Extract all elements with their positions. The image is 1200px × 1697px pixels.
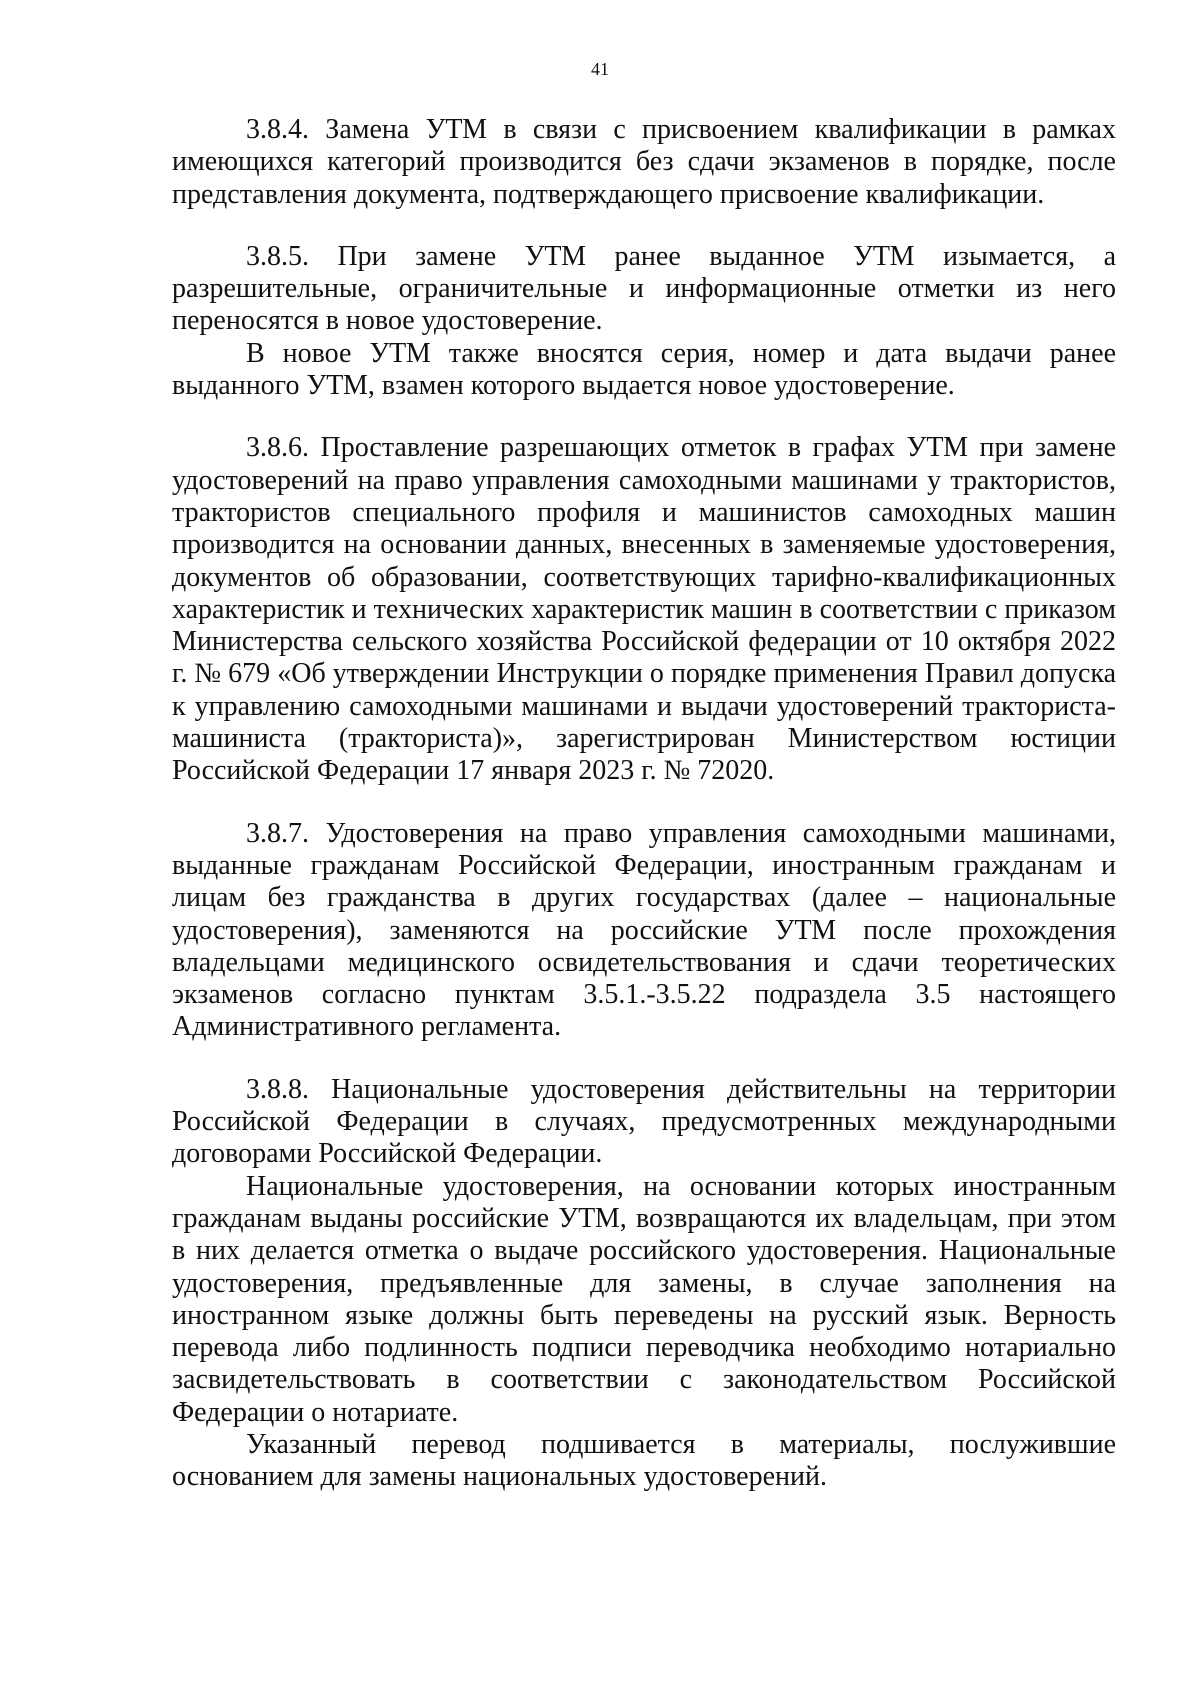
paragraph-3-8-8-continued: Национальные удостоверения, на основании которых иностранным гражданам выданы российские УТМ, возвращаются их владельцам, при этом в них делается отметка о выдаче российского удостоверения. Национальные удостоверения, предъявленные для замены, в случае заполнения на иностранном языке должны быть переведены на русский язык. Верность перевода либо подлинность подписи переводчика необходимо нотариально засвидетельствовать в соответствии с законодательством Российской Федерации о нотариате. [172,1170,1116,1428]
paragraph-3-8-4: 3.8.4. Замена УТМ в связи с присвоением квалификации в рамках имеющихся категорий производится без сдачи экзаменов в порядке, после представления документа, подтверждающего присвоение квалификации. [172,114,1116,210]
paragraph-3-8-7: 3.8.7. Удостоверения на право управления самоходными машинами, выданные гражданам Российской Федерации, иностранным гражданам и лицам без гражданства в других государствах (далее – национальные удостоверения), заменяются на российские УТМ после прохождения владельцами медицинского освидетельствования и сдачи теоретических экзаменов согласно пунктам 3.5.1.-3.5.22 подраздела 3.5 настоящего Административного регламента. [172,817,1116,1043]
paragraph-3-8-5: 3.8.5. При замене УТМ ранее выданное УТМ изымается, а разрешительные, ограничительные и информационные отметки из него переносятся в новое удостоверение. [172,240,1116,337]
paragraph-3-8-6: 3.8.6. Проставление разрешающих отметок в графах УТМ при замене удостоверений на право управления самоходными машинами у трактористов, трактористов специального профиля и машинистов самоходных машин производится на основании данных, внесенных в заменяемые удостоверения, документов об образовании, соответствующих тарифно-квалификационных характеристик и технических характеристик машин в соответствии с приказом Министерства сельского хозяйства Российской федерации от 10 октября 2022 г. № 679 «Об утверждении Инструкции о порядке применения Правил допуска к управлению самоходными машинами и выдачи удостоверений тракториста-машиниста (тракториста)», зарегистрирован Министерством юстиции Российской Федерации 17 января 2023 г. № 72020. [172,432,1116,787]
paragraph-3-8-5-continued: В новое УТМ также вносятся серия, номер и дата выдачи ранее выданного УТМ, взамен которого выдается новое удостоверение. [172,337,1116,402]
paragraph-3-8-8: 3.8.8. Национальные удостоверения действительны на территории Российской Федерации в случаях, предусмотренных международными договорами Российской Федерации. [172,1073,1116,1170]
document-body [172,114,1116,1494]
paragraph-3-8-8-final: Указанный перевод подшивается в материалы, послужившие основанием для замены национальных удостоверений. [172,1428,1116,1493]
page-number: 41 [591,59,609,79]
